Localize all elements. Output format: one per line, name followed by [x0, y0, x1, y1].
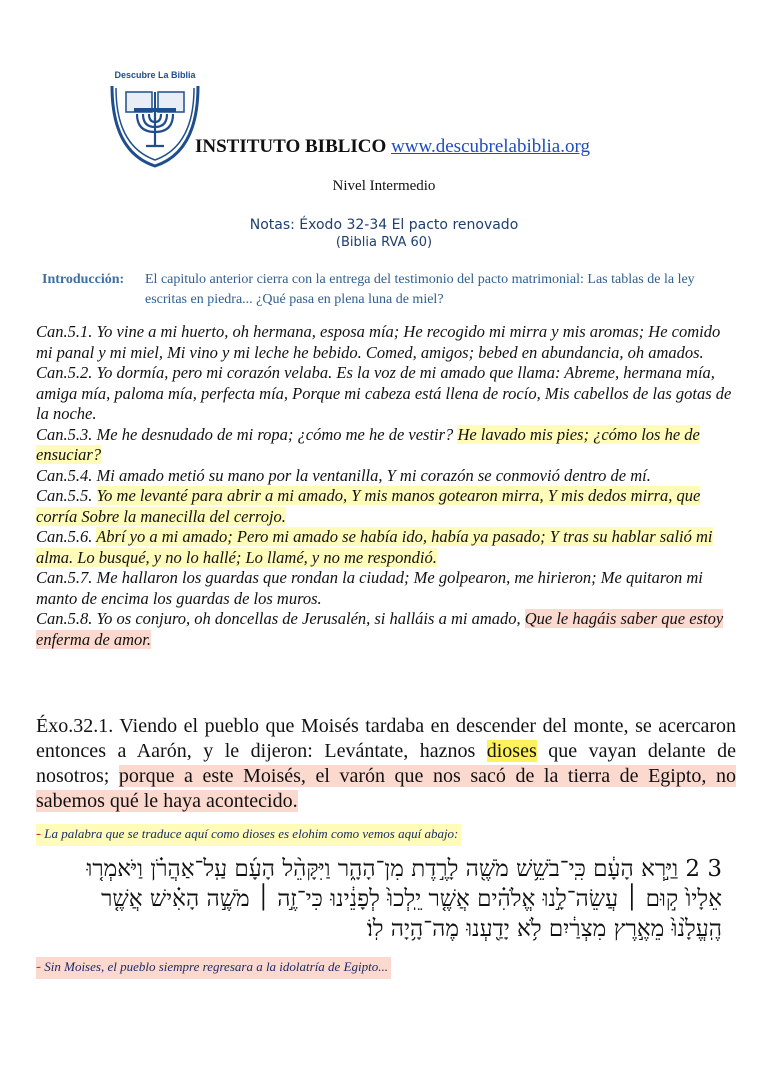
website-link[interactable]: www.descubrelabiblia.org	[391, 136, 590, 157]
canticles-passage	[36, 322, 732, 650]
institute-title	[195, 136, 715, 158]
exodus-text: Éxo.32.1. Viendo el pueblo que Moisés tardaba en descender del monte, se acercaron entonces a Aarón, y le dijeron: Levántate, haznos	[36, 715, 736, 762]
verse-can-5-8	[36, 609, 732, 650]
descubre-la-biblia-logo	[106, 70, 204, 168]
verse-can-5-1: Can.5.1. Yo vine a mi huerto, oh hermana, esposa mía; He recogido mi mirra y mis aromas; He comido mi panal y mi miel, Mi vino y mi leche he bebido. Comed, amigos; bebed en abundancia, oh amados.	[36, 322, 721, 362]
course-level: Nivel Intermedio	[332, 178, 436, 194]
institute-name: INSTITUTO BIBLICO	[195, 136, 387, 157]
note-dash: -	[36, 959, 41, 975]
highlight-yellow: Abrí yo a mi amado; Pero mi amado se había ido, había ya pasado; Y tras su hablar salió mi alma. Lo busqué, y no lo hallé; Lo llamé, y no me respondió.	[36, 527, 713, 567]
hebrew-line: אֵלָיו֙ ק֣וּם ׀ עֲשֵׂה־לָ֣נוּ אֱלֹהִ֗ים אֲשֶׁ֤ר יֵֽלְכוּ֙ לְפָנֵ֔ינוּ כִּי־זֶ֣ה ׀ מֹשֶׁ֣ה הָאִ֗ישׁ אֲשֶׁ֤ר	[101, 886, 722, 912]
introduction	[42, 270, 732, 310]
hebrew-line: הֶֽעֱלָ֙נוּ֙ מֵאֶ֣רֶץ מִצְרַ֔יִם לֹ֥א יָדַ֖עְנוּ מֶה־הָ֥יָה לֽוֹ׃	[366, 916, 722, 942]
note-text: La palabra que se traduce aquí como dioses es elohim como vemos aquí abajo:	[41, 826, 459, 841]
verse-text: Can.5.8. Yo os conjuro, oh doncellas de Jerusalén, si halláis a mi amado,	[36, 609, 525, 628]
note-elohim	[36, 824, 461, 846]
highlight-red: Que le hagáis saber que estoy enferma de amor.	[36, 609, 724, 649]
verse-can-5-3	[36, 425, 732, 466]
menorah-icon	[106, 82, 204, 168]
verse-can-5-6	[36, 527, 732, 568]
verse-text: Can.5.5.	[36, 486, 97, 505]
verse-can-5-4: Can.5.4. Mi amado metió su mano por la ventanilla, Y mi corazón se conmovió dentro de mí.	[36, 465, 651, 485]
logo-title: Descubre La Biblia	[114, 70, 196, 80]
notes-heading	[0, 216, 768, 252]
intro-text: El capitulo anterior cierra con la entrega del testimonio del pacto matrimonial: Las tablas de la ley escritas en piedra... ¿Qué pasa en plena luna de miel?	[145, 272, 695, 307]
notes-title: Notas: Éxodo 32-34 El pacto renovado	[249, 217, 519, 233]
intro-label: Introducción:	[42, 272, 125, 287]
verse-can-5-7: Can.5.7. Me hallaron los guardas que rondan la ciudad; Me golpearon, me hirieron; Me quitaron mi manto de encima los guardas de los muros.	[36, 568, 703, 608]
verse-text: Can.5.3. Me he desnudado de mi ropa; ¿cómo me he de vestir?	[36, 424, 458, 444]
note-dash: -	[36, 826, 41, 842]
highlight-yellow: Yo me levanté para abrir a mi amado, Y mis manos gotearon mirra, Y mis dedos mirra, que corría Sobre la manecilla del cerrojo.	[36, 486, 701, 526]
exodus-text: que vayan delante de nosotros;	[36, 740, 736, 787]
note-text: Sin Moises, el pueblo siempre regresara a la idolatría de Egipto...	[41, 959, 388, 974]
note-idolatry	[36, 957, 391, 979]
hebrew-text	[40, 854, 722, 944]
verse-can-5-5	[36, 486, 732, 527]
hebrew-line: 3 2 וַיַּ֣רְא הָעָ֔ם כִּֽי־בֹשֵׁ֥שׁ מֹשֶׁ֖ה לָרֶ֣דֶת מִן־הָהָ֑ר וַיִּקָּהֵ֨ל הָעָ֜ם עַֽל־אַהֲרֹ֗ן וַיֹּאמְר֤וּ	[86, 856, 722, 882]
highlight-yellow: He lavado mis pies; ¿cómo los he de ensuciar?	[36, 424, 700, 464]
verse-text: Can.5.6.	[36, 527, 97, 546]
bible-version: (Biblia RVA 60)	[335, 235, 433, 250]
verse-can-5-2: Can.5.2. Yo dormía, pero mi corazón velaba. Es la voz de mi amado que llama: Abreme, hermana mía, amiga mía, paloma mía, perfecta mía, Porque mi cabeza está llena de rocío, Mis cabellos de las gotas de la noche.	[36, 363, 732, 423]
exodus-verse	[36, 714, 736, 814]
highlight-red: porque a este Moisés, el varón que nos sacó de la tierra de Egipto, no sabemos qué le haya acontecido.	[36, 765, 736, 812]
highlight-dioses: dioses	[486, 740, 537, 762]
